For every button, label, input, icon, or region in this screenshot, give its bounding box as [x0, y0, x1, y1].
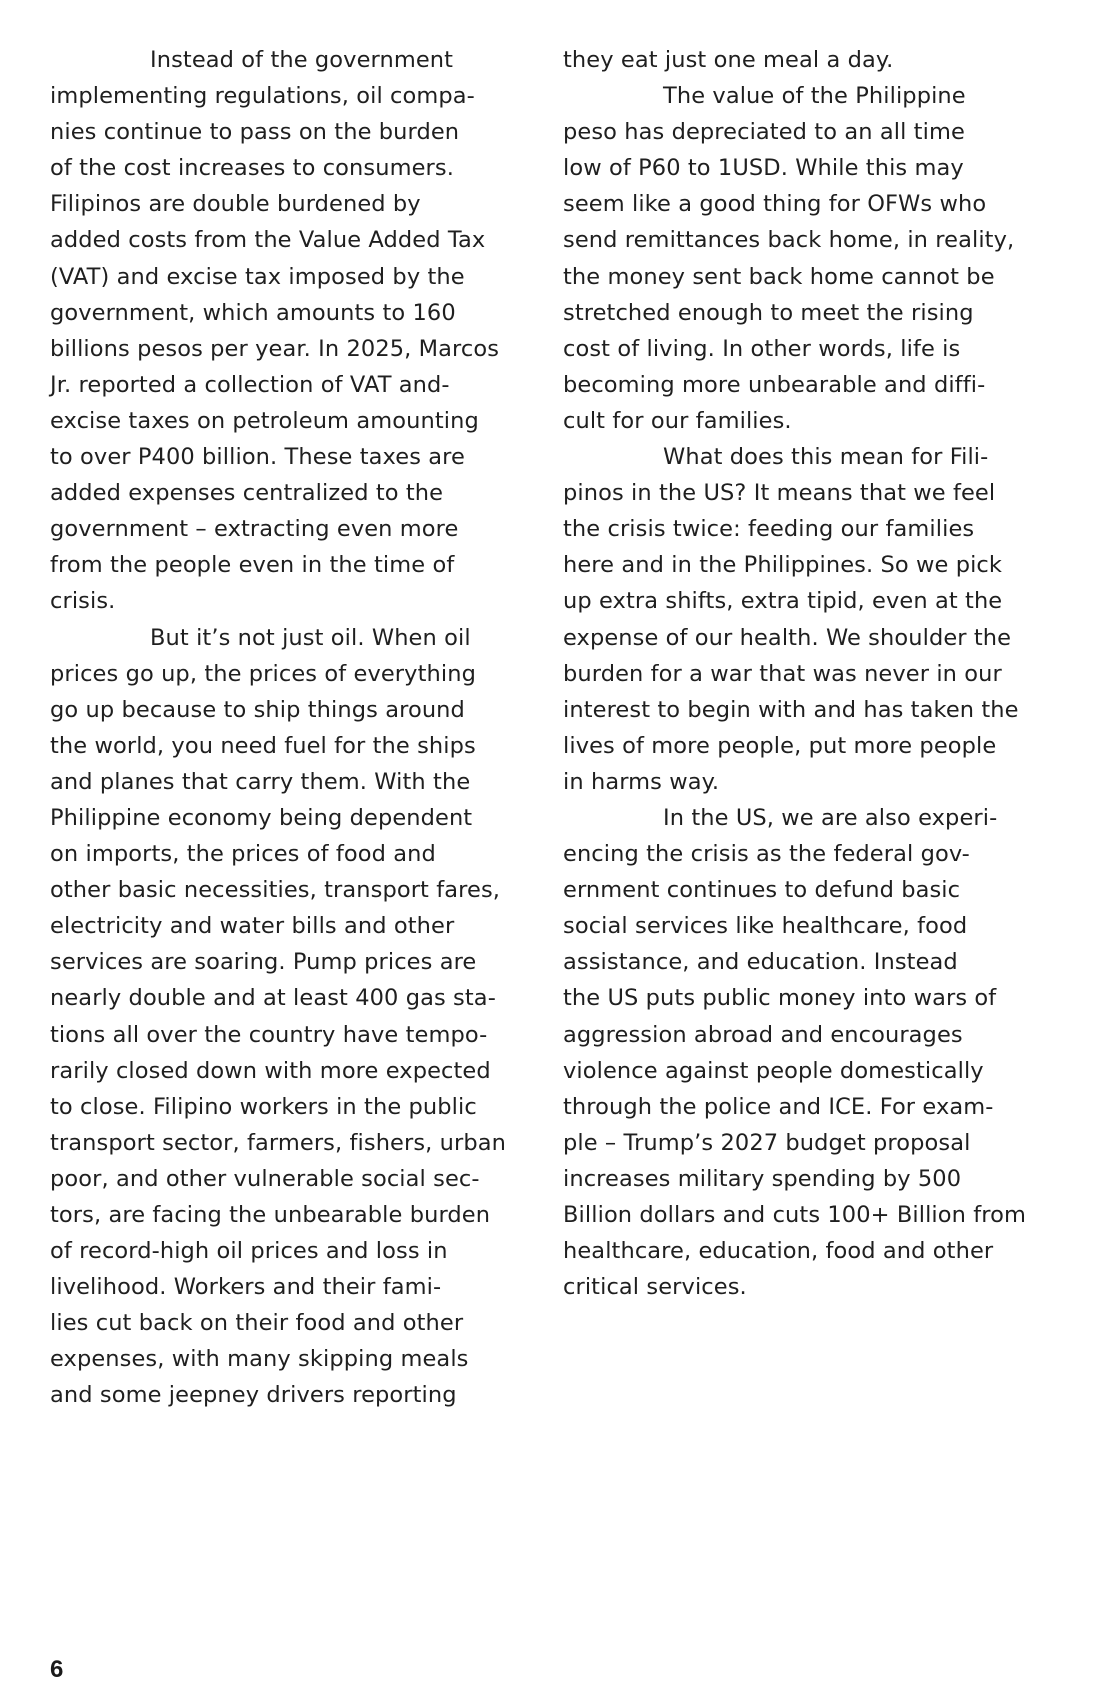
text-line: the world, you need fuel for the ships	[50, 732, 476, 759]
text-line: ple – Trump’s 2027 budget proposal	[563, 1129, 971, 1156]
text-line: on imports, the prices of food and	[50, 841, 436, 868]
text-line: expenses, with many skipping meals	[50, 1346, 469, 1373]
text-line: cost of living. In other words, life is	[563, 335, 961, 362]
text-line: tors, are facing the unbearable burden	[50, 1202, 491, 1228]
text-line: healthcare, education, food and other	[563, 1238, 994, 1265]
text-line: government – extracting even more	[50, 516, 459, 543]
text-line: nearly double and at least 400 gas sta-	[50, 985, 496, 1012]
text-line: added costs from the Value Added Tax	[50, 227, 486, 254]
text-line: through the police and ICE. For exam-	[563, 1093, 994, 1120]
text-line: up extra shifts, extra tipid, even at the	[563, 588, 1003, 615]
text-line: transport sector, farmers, fishers, urban	[50, 1129, 507, 1156]
text-line: the crisis twice: feeding our families	[563, 516, 975, 543]
text-line: of the cost increases to consumers.	[50, 155, 454, 182]
right-text-column	[563, 42, 1053, 1305]
text-line: assistance, and education. Instead	[563, 949, 958, 976]
text-line: added expenses centralized to the	[50, 480, 444, 507]
text-line: and planes that carry them. With the	[50, 768, 471, 795]
text-line: burden for a war that was never in our	[563, 660, 1002, 687]
paragraph-first-line: Instead of the government	[150, 47, 454, 73]
text-line: send remittances back home, in reality,	[563, 227, 1015, 254]
text-line: stretched enough to meet the rising	[563, 299, 974, 326]
left-text-column	[50, 42, 530, 1414]
text-line: expense of our health. We shoulder the	[563, 624, 1012, 651]
text-line: billions pesos per year. In 2025, Marcos	[50, 335, 500, 362]
text-line: they eat just one meal a day.	[563, 47, 894, 73]
text-line: from the people even in the time of	[50, 552, 455, 579]
text-line: rarily closed down with more expected	[50, 1057, 491, 1084]
text-line: go up because to ship things around	[50, 696, 465, 723]
text-line: to over P400 billion. These taxes are	[50, 444, 465, 471]
text-line: government, which amounts to 160	[50, 299, 456, 326]
text-line: lies cut back on their food and other	[50, 1310, 464, 1337]
text-line: Filipinos are double burdened by	[50, 191, 421, 218]
text-line: lives of more people, put more people	[563, 732, 997, 759]
text-line: interest to begin with and has taken the	[563, 696, 1019, 723]
text-line: prices go up, the prices of everything	[50, 660, 476, 687]
text-line: livelihood. Workers and their fami-	[50, 1274, 442, 1301]
text-line: in harms way.	[563, 768, 720, 795]
text-line: Billion dollars and cuts 100+ Billion from	[563, 1202, 1027, 1228]
text-line: ernment continues to defund basic	[563, 877, 961, 904]
text-line: Philippine economy being dependent	[50, 804, 473, 831]
text-line: increases military spending by 500	[563, 1165, 962, 1192]
text-line: peso has depreciated to an all time	[563, 119, 965, 146]
text-line: violence against people domestically	[563, 1057, 984, 1084]
text-line: Jr. reported a collection of VAT and-	[50, 371, 450, 398]
text-line: (VAT) and excise tax imposed by the	[50, 263, 465, 290]
text-line: electricity and water bills and other	[50, 913, 455, 940]
text-line: poor, and other vulnerable social sec-	[50, 1165, 480, 1192]
page-number: 6	[50, 1656, 64, 1683]
text-line: of record-high oil prices and loss in	[50, 1238, 448, 1265]
text-line: tions all over the country have tempo-	[50, 1021, 488, 1048]
paragraph-first-line: The value of the Philippine	[663, 83, 966, 110]
text-line: seem like a good thing for OFWs who	[563, 191, 987, 218]
text-line: aggression abroad and encourages	[563, 1021, 963, 1048]
text-line: here and in the Philippines. So we pick	[563, 552, 1003, 579]
text-line: social services like healthcare, food	[563, 913, 968, 940]
text-line: to close. Filipino workers in the public	[50, 1093, 477, 1120]
text-line: implementing regulations, oil compa-	[50, 83, 475, 110]
text-line: pinos in the US? It means that we feel	[563, 480, 996, 507]
text-line: excise taxes on petroleum amounting	[50, 407, 479, 434]
text-line: and some jeepney drivers reporting	[50, 1382, 457, 1409]
text-line: the money sent back home cannot be	[563, 263, 995, 290]
text-line: encing the crisis as the federal gov-	[563, 841, 970, 868]
text-line: other basic necessities, transport fares,	[50, 877, 501, 904]
text-line: cult for our families.	[563, 407, 792, 434]
text-line: low of P60 to 1USD. While this may	[563, 155, 964, 182]
text-line: critical services.	[563, 1274, 747, 1301]
text-line: services are soaring. Pump prices are	[50, 949, 477, 976]
paragraph-first-line: What does this mean for Fili-	[663, 444, 989, 471]
text-line: becoming more unbearable and diffi-	[563, 371, 986, 398]
paragraph-first-line: But it’s not just oil. When oil	[150, 624, 471, 651]
text-line: crisis.	[50, 588, 116, 615]
text-line: nies continue to pass on the burden	[50, 119, 460, 146]
paragraph-first-line: In the US, we are also experi-	[663, 804, 998, 831]
text-line: the US puts public money into wars of	[563, 985, 997, 1012]
